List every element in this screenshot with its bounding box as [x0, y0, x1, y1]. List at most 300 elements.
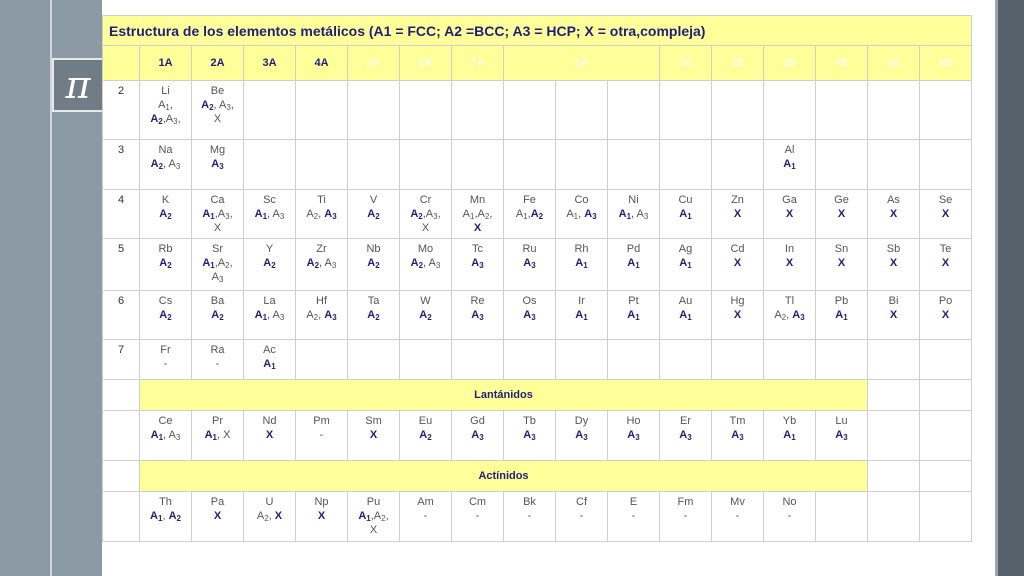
element-symbol: Cd	[730, 243, 745, 255]
element-cell	[348, 239, 400, 291]
element-structure: X	[733, 257, 742, 269]
element-structure: X	[941, 309, 950, 321]
element-cell	[556, 190, 608, 239]
period-row	[103, 291, 972, 340]
group-header: 7A	[452, 46, 504, 81]
element-symbol: Yb	[782, 415, 797, 427]
period-label: 2	[103, 81, 140, 140]
element-cell	[140, 140, 192, 190]
element-structure: -	[163, 358, 168, 370]
element-cell	[244, 492, 296, 542]
group-header: 6B	[920, 46, 972, 81]
element-cell	[764, 140, 816, 190]
element-symbol: Mg	[209, 144, 226, 156]
element-symbol: Rb	[158, 243, 173, 255]
element-cell	[400, 239, 452, 291]
element-symbol: Ta	[367, 295, 380, 307]
element-symbol: Th	[159, 496, 172, 508]
element-symbol: Nd	[262, 415, 277, 427]
element-structure: X	[369, 429, 378, 441]
element-symbol: Tm	[729, 415, 746, 427]
element-cell	[868, 411, 920, 461]
element-cell	[244, 340, 296, 380]
table-title: Estructura de los elementos metálicos (A1 = FCC; A2 =BCC; A3 = HCP; X = otra,compleja)	[103, 16, 972, 46]
element-cell	[296, 291, 348, 340]
element-structure: $A_1,A_3$, X	[202, 208, 233, 234]
element-structure: $A_2$	[367, 257, 380, 270]
element-cell	[296, 81, 348, 140]
element-structure: X	[785, 257, 794, 269]
element-structure: $A_2$, X	[256, 510, 283, 523]
element-cell	[400, 411, 452, 461]
element-symbol: Ca	[210, 194, 225, 206]
element-symbol: Nb	[366, 243, 381, 255]
blank-cell	[868, 380, 920, 411]
element-cell	[504, 291, 556, 340]
element-structure: -	[787, 510, 792, 522]
element-symbol: Mo	[417, 243, 434, 255]
element-symbol: Sn	[834, 243, 849, 255]
element-structure: -	[319, 429, 324, 441]
element-cell	[920, 411, 972, 461]
element-cell	[400, 190, 452, 239]
element-structure: $A_1$, $A_3$	[254, 208, 285, 221]
element-symbol: Cu	[678, 194, 693, 206]
element-cell	[140, 340, 192, 380]
element-structure: $A_2,A_3$, X	[410, 208, 441, 234]
element-symbol: Pu	[366, 496, 381, 508]
element-cell	[192, 291, 244, 340]
element-symbol: Ir	[578, 295, 585, 307]
element-structure: $A_3$	[575, 429, 588, 442]
lanthanides-row	[103, 380, 972, 411]
group-header: 6A	[400, 46, 452, 81]
element-symbol: Se	[938, 194, 953, 206]
element-cell	[244, 411, 296, 461]
element-cell	[660, 239, 712, 291]
element-symbol: Sr	[212, 243, 223, 255]
element-structure: $A_1$, $A_3$	[618, 208, 649, 221]
element-symbol: Ru	[522, 243, 537, 255]
element-cell	[140, 291, 192, 340]
element-cell	[348, 81, 400, 140]
element-cell	[660, 492, 712, 542]
element-cell	[348, 291, 400, 340]
element-cell	[192, 140, 244, 190]
element-symbol: Pr	[212, 415, 223, 427]
element-structure: -	[215, 358, 220, 370]
element-structure: X	[889, 208, 898, 220]
element-cell	[608, 140, 660, 190]
group-header: 3A	[244, 46, 296, 81]
element-cell	[296, 411, 348, 461]
element-cell	[192, 492, 244, 542]
element-cell	[556, 140, 608, 190]
element-structure: -	[579, 510, 584, 522]
element-cell	[400, 340, 452, 380]
period-row	[103, 340, 972, 380]
group-header: 4B	[816, 46, 868, 81]
element-cell	[556, 411, 608, 461]
periodic-structure-table	[102, 15, 972, 542]
blank-cell	[103, 492, 140, 542]
period-row	[103, 81, 972, 140]
element-symbol: Y	[265, 243, 274, 255]
element-cell	[816, 239, 868, 291]
element-symbol: Ga	[782, 194, 797, 206]
element-symbol: E	[629, 496, 638, 508]
element-symbol: Cf	[576, 496, 587, 508]
element-symbol: Ho	[626, 415, 641, 427]
element-cell	[764, 291, 816, 340]
element-cell	[660, 140, 712, 190]
element-structure: $A_2$	[367, 208, 380, 221]
element-structure: $A_3$	[523, 429, 536, 442]
element-cell	[920, 291, 972, 340]
element-cell	[296, 492, 348, 542]
element-cell	[608, 340, 660, 380]
element-cell	[556, 340, 608, 380]
element-structure: $A_2$	[159, 257, 172, 270]
element-cell	[452, 340, 504, 380]
period-label: 5	[103, 239, 140, 291]
element-cell	[608, 190, 660, 239]
element-structure: $A_1,A_2$, X	[358, 510, 389, 536]
group-header: 5A	[348, 46, 400, 81]
element-cell	[504, 81, 556, 140]
element-cell	[400, 81, 452, 140]
element-structure: X	[941, 208, 950, 220]
element-cell	[556, 81, 608, 140]
element-cell	[920, 492, 972, 542]
element-symbol: Tc	[472, 243, 483, 255]
element-cell	[712, 239, 764, 291]
element-cell	[712, 340, 764, 380]
element-cell	[608, 411, 660, 461]
element-cell	[608, 291, 660, 340]
element-cell	[504, 492, 556, 542]
element-structure: $A_1$	[783, 158, 796, 171]
actinides-elements-row	[103, 492, 972, 542]
element-cell	[816, 291, 868, 340]
element-structure: $A_1$, $A_3$	[254, 309, 285, 322]
element-structure: $A_3$	[471, 309, 484, 322]
element-cell	[920, 140, 972, 190]
element-cell	[140, 411, 192, 461]
element-symbol: Hg	[730, 295, 745, 307]
element-structure: $A_1$	[627, 309, 640, 322]
element-symbol: No	[782, 496, 797, 508]
element-cell	[348, 411, 400, 461]
element-cell	[712, 492, 764, 542]
element-symbol: Bi	[888, 295, 899, 307]
element-cell	[504, 411, 556, 461]
element-cell	[348, 492, 400, 542]
element-cell	[868, 340, 920, 380]
element-symbol: Be	[210, 85, 225, 97]
element-structure: $A_3$	[523, 257, 536, 270]
element-symbol: Mn	[469, 194, 486, 206]
element-cell	[296, 340, 348, 380]
element-cell	[764, 81, 816, 140]
element-cell	[452, 411, 504, 461]
element-cell	[764, 492, 816, 542]
element-symbol: Sb	[886, 243, 901, 255]
element-cell	[816, 81, 868, 140]
element-symbol: Rh	[574, 243, 589, 255]
element-cell	[244, 81, 296, 140]
right-decorative-bar	[998, 0, 1024, 576]
element-cell	[192, 239, 244, 291]
element-cell	[764, 239, 816, 291]
element-symbol: Gd	[470, 415, 485, 427]
title-row	[103, 16, 972, 46]
element-structure: X	[317, 510, 326, 522]
element-cell	[452, 140, 504, 190]
element-cell	[764, 340, 816, 380]
corner-cell	[103, 46, 140, 81]
element-cell	[192, 81, 244, 140]
element-cell	[504, 190, 556, 239]
blank-cell	[103, 461, 140, 492]
element-structure: $A_1$, $A_2$	[150, 510, 181, 523]
element-structure: X	[265, 429, 274, 441]
blank-cell	[920, 380, 972, 411]
element-symbol: K	[161, 194, 170, 206]
actinides-row	[103, 461, 972, 492]
element-symbol: Ti	[317, 194, 326, 206]
element-symbol: Cm	[468, 496, 487, 508]
element-cell	[868, 81, 920, 140]
element-structure: $A_1$	[627, 257, 640, 270]
element-structure: $A_2$	[263, 257, 276, 270]
element-structure: $A_3$	[835, 429, 848, 442]
element-cell	[712, 190, 764, 239]
element-cell	[608, 239, 660, 291]
element-structure: X	[941, 257, 950, 269]
element-structure: X	[733, 208, 742, 220]
element-structure: $A_2$	[419, 309, 432, 322]
element-symbol: Er	[680, 415, 691, 427]
element-cell	[868, 190, 920, 239]
element-symbol: In	[784, 243, 795, 255]
element-cell	[608, 81, 660, 140]
element-structure: $A_3$	[471, 429, 484, 442]
element-cell	[452, 291, 504, 340]
element-structure: -	[683, 510, 688, 522]
element-cell	[452, 81, 504, 140]
element-cell	[556, 492, 608, 542]
element-structure: X	[889, 309, 898, 321]
element-structure: $A_2$, $A_3$	[306, 257, 337, 270]
element-cell	[504, 340, 556, 380]
element-structure: $A_2$	[419, 429, 432, 442]
element-symbol: Pd	[626, 243, 641, 255]
element-structure: $A_2$	[367, 309, 380, 322]
element-structure: $A_2$	[211, 309, 224, 322]
element-symbol: Fm	[677, 496, 694, 508]
element-symbol: Tl	[784, 295, 795, 307]
element-symbol: Re	[470, 295, 485, 307]
element-structure: -	[423, 510, 428, 522]
element-cell	[140, 239, 192, 291]
element-structure: $A_3$	[627, 429, 640, 442]
element-structure: $A_3$	[523, 309, 536, 322]
element-symbol: Sm	[365, 415, 382, 427]
element-cell	[920, 190, 972, 239]
element-cell	[868, 291, 920, 340]
element-cell	[712, 140, 764, 190]
element-cell	[816, 340, 868, 380]
element-symbol: Am	[417, 496, 434, 508]
element-structure: X	[785, 208, 794, 220]
element-symbol: Cs	[158, 295, 173, 307]
element-cell	[348, 340, 400, 380]
lanthanides-label: Lantánidos	[140, 380, 868, 411]
element-symbol: Mv	[730, 496, 745, 508]
element-cell	[608, 492, 660, 542]
pi-icon: π	[65, 63, 91, 107]
pi-icon-box	[52, 58, 102, 112]
element-cell	[868, 239, 920, 291]
element-symbol: Ce	[158, 415, 173, 427]
element-cell	[244, 239, 296, 291]
element-structure: X	[837, 257, 846, 269]
group-header: 3B	[764, 46, 816, 81]
element-structure: -	[527, 510, 532, 522]
element-cell	[244, 291, 296, 340]
element-symbol: Bk	[523, 496, 536, 508]
element-cell	[868, 492, 920, 542]
element-structure: X	[733, 309, 742, 321]
element-symbol: Ac	[263, 344, 276, 356]
element-cell	[816, 411, 868, 461]
element-cell	[296, 239, 348, 291]
period-label: 7	[103, 340, 140, 380]
element-structure: $A_2$, $A_3$	[306, 309, 337, 322]
element-cell	[660, 291, 712, 340]
blank-cell	[103, 380, 140, 411]
element-symbol: Zn	[731, 194, 744, 206]
element-symbol: Pt	[628, 295, 639, 307]
element-structure: X	[889, 257, 898, 269]
element-symbol: Tb	[523, 415, 536, 427]
element-cell	[816, 190, 868, 239]
element-symbol: U	[265, 496, 274, 508]
element-structure: -	[631, 510, 636, 522]
element-cell	[296, 190, 348, 239]
lanthanides-elements-row	[103, 411, 972, 461]
element-cell	[816, 492, 868, 542]
element-structure: $A_3$	[211, 158, 224, 171]
element-structure: $A_1$, $A_3$	[566, 208, 597, 221]
element-symbol: V	[369, 194, 378, 206]
element-cell	[400, 291, 452, 340]
element-symbol: Po	[938, 295, 953, 307]
element-cell	[192, 190, 244, 239]
period-label: 4	[103, 190, 140, 239]
element-cell	[192, 340, 244, 380]
element-structure: -	[735, 510, 740, 522]
element-symbol: Al	[784, 144, 795, 156]
element-cell	[140, 492, 192, 542]
element-symbol: Ba	[210, 295, 225, 307]
element-symbol: Zr	[316, 243, 327, 255]
element-cell	[504, 239, 556, 291]
element-cell	[452, 190, 504, 239]
element-structure: $A_2$, $A_3$	[774, 309, 805, 322]
element-cell	[920, 239, 972, 291]
blank-cell	[920, 461, 972, 492]
element-structure: $A_3$	[679, 429, 692, 442]
period-row	[103, 140, 972, 190]
element-structure: $A_2$, $A_3$	[306, 208, 337, 221]
group-header-row	[103, 46, 972, 81]
element-cell	[816, 140, 868, 190]
element-symbol: Fe	[523, 194, 536, 206]
element-symbol: Hf	[316, 295, 327, 307]
element-cell	[920, 81, 972, 140]
group-header: 4A	[296, 46, 348, 81]
element-structure: $A_1$	[679, 208, 692, 221]
element-cell	[660, 411, 712, 461]
period-row	[103, 190, 972, 239]
element-symbol: Ra	[210, 344, 225, 356]
group-header: 2A	[192, 46, 244, 81]
element-symbol: Sc	[263, 194, 276, 206]
element-structure: $A_1$	[783, 429, 796, 442]
element-cell	[244, 140, 296, 190]
element-symbol: Au	[678, 295, 693, 307]
element-symbol: Ge	[834, 194, 849, 206]
element-cell	[764, 190, 816, 239]
period-label: 6	[103, 291, 140, 340]
element-structure: $A_1$	[575, 257, 588, 270]
element-structure: -	[475, 510, 480, 522]
element-symbol: Pa	[210, 496, 225, 508]
element-symbol: Pm	[313, 415, 330, 427]
element-symbol: Ni	[628, 194, 639, 206]
element-structure: X	[837, 208, 846, 220]
element-structure: $A_2$, $A_3$, X	[201, 99, 234, 125]
element-structure: $A_2$	[159, 309, 172, 322]
element-cell	[452, 239, 504, 291]
element-structure: $A_3$	[731, 429, 744, 442]
element-structure: $A_1$, $A_3$	[150, 429, 181, 442]
element-cell	[764, 411, 816, 461]
element-cell	[660, 340, 712, 380]
element-symbol: Ag	[678, 243, 693, 255]
element-symbol: Np	[314, 496, 329, 508]
element-symbol: W	[420, 295, 431, 307]
element-structure: X	[213, 510, 222, 522]
period-label: 3	[103, 140, 140, 190]
element-symbol: Te	[939, 243, 952, 255]
element-symbol: Eu	[418, 415, 433, 427]
element-cell	[712, 291, 764, 340]
element-structure: $A_2$, $A_3$	[150, 158, 181, 171]
element-cell	[556, 239, 608, 291]
element-cell	[140, 81, 192, 140]
element-cell	[452, 492, 504, 542]
period-row	[103, 239, 972, 291]
element-cell	[660, 190, 712, 239]
element-cell	[868, 140, 920, 190]
element-structure: $A_1$	[679, 257, 692, 270]
group-header: 8A	[504, 46, 660, 81]
element-cell	[400, 140, 452, 190]
element-structure: $A_3$	[471, 257, 484, 270]
